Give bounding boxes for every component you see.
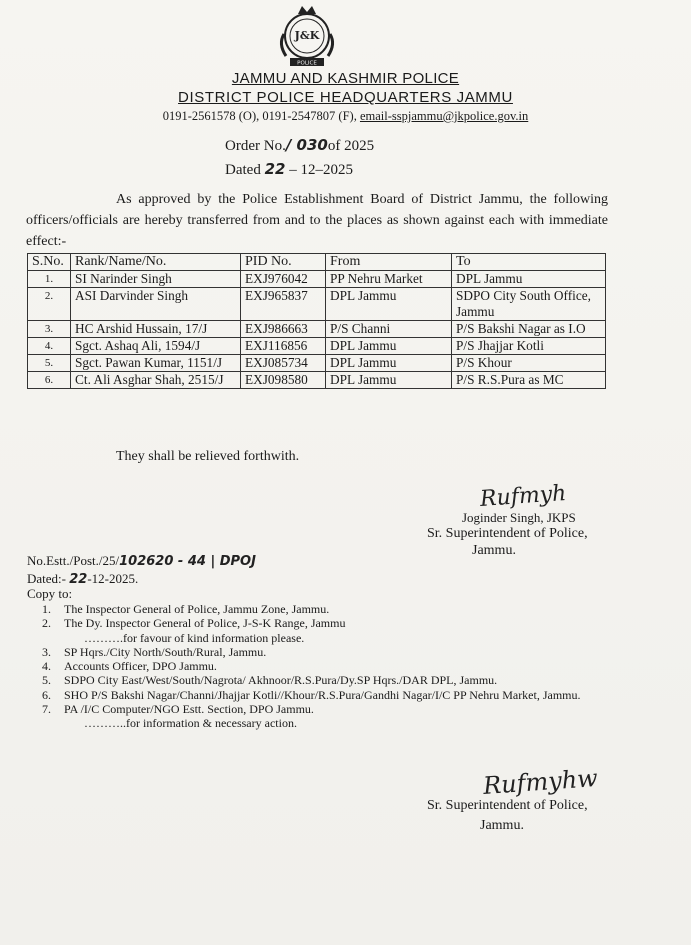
list-num: 3. [42, 644, 51, 659]
col-pid: PID No. [241, 254, 326, 271]
cell-to: P/S Khour [452, 355, 606, 372]
order-prefix: Order No. [225, 138, 286, 154]
cell-pid: EXJ986663 [241, 321, 326, 338]
phone-numbers: 0191-2561578 (O), 0191-2547807 (F), [162, 109, 357, 123]
cell-name: ASI Darvinder Singh [71, 288, 241, 321]
signatory-place: Jammu. [472, 543, 516, 558]
table-row [28, 372, 606, 389]
list-num: 7. [42, 702, 51, 717]
table-row [28, 271, 606, 288]
list-num: 6. [42, 687, 51, 702]
table-row [28, 338, 606, 355]
email-link[interactable]: email-sspjammu@jkpolice.gov.in [359, 109, 529, 123]
contact-line [0, 109, 691, 124]
emblem-motto: POLICE [297, 60, 317, 67]
cell-name: SI Narinder Singh [71, 271, 241, 288]
office-name: DISTRICT POLICE HEADQUARTERS JAMMU [178, 89, 513, 106]
cell-sno: 6. [28, 372, 71, 389]
cell-to: P/S Jhajjar Kotli [452, 338, 606, 355]
cell-to: SDPO City South Office, Jammu [452, 288, 606, 321]
list-text: Accounts Officer, DPO Jammu. [64, 659, 217, 674]
reference-prefix: No.Estt./Post./25/ [27, 553, 120, 568]
order-number-handwritten: / 030 [285, 136, 328, 154]
list-text: PA /I/C Computer/NGO Estt. Section, DPO Jammu. [64, 702, 314, 717]
col-name: Rank/Name/No. [71, 254, 241, 271]
cell-sno: 5. [28, 355, 71, 372]
cell-pid: EXJ116856 [241, 338, 326, 355]
list-num: 5. [42, 673, 51, 688]
cell-pid: EXJ098580 [241, 372, 326, 389]
cell-sno: 4. [28, 338, 71, 355]
transfer-table [27, 253, 606, 389]
dated-day-handwritten: 22 [264, 160, 286, 178]
col-to: To [452, 254, 606, 271]
table-row [28, 321, 606, 338]
org-name: JAMMU AND KASHMIR POLICE [231, 70, 460, 87]
table-row [28, 355, 606, 372]
signatory-name: Joginder Singh, JKPS [462, 510, 576, 525]
list-item [34, 645, 614, 659]
list-item [34, 716, 614, 730]
reference-number [27, 553, 256, 569]
list-item [34, 688, 614, 702]
cell-to: P/S R.S.Pura as MC [452, 372, 606, 389]
list-text: SHO P/S Bakshi Nagar/Channi/Jhajjar Kotli//Khour/R.S.Pura/Gandhi Nagar/I/C PP Nehru Market, Jammu. [64, 687, 581, 702]
cell-pid: EXJ965837 [241, 288, 326, 321]
table-header-row [28, 254, 606, 271]
list-text: SP Hqrs./City North/South/Rural, Jammu. [64, 644, 267, 659]
signatory-title-2: Sr. Superintendent of Police, [427, 798, 588, 813]
list-item [34, 631, 614, 645]
cell-from: DPL Jammu [326, 288, 452, 321]
cell-to: P/S Bakshi Nagar as I.O [452, 321, 606, 338]
body-paragraph [26, 189, 608, 252]
order-suffix: of 2025 [327, 138, 375, 154]
cell-from: DPL Jammu [326, 355, 452, 372]
list-item [34, 673, 614, 687]
signature-scrawl-2: Rufmyhw [482, 764, 599, 800]
signatory-title: Sr. Superintendent of Police, [427, 526, 588, 541]
cell-name: Ct. Ali Asghar Shah, 2515/J [71, 372, 241, 389]
list-item [34, 659, 614, 673]
list-num: 2. [42, 616, 51, 631]
cell-sno: 1. [28, 271, 71, 288]
jk-police-emblem-icon [272, 4, 342, 70]
cell-from: PP Nehru Market [326, 271, 452, 288]
copy-to-label: Copy to: [27, 586, 73, 601]
dated-rest: – 12–2025 [289, 162, 353, 178]
reference-handwritten: 102620 - 44 | DPOJ [119, 554, 256, 569]
signature-scrawl: Rufmyh [479, 481, 568, 512]
cell-to: DPL Jammu [452, 271, 606, 288]
cell-sno: 3. [28, 321, 71, 338]
relieved-note: They shall be relieved forthwith. [116, 449, 300, 464]
order-number [225, 136, 374, 155]
cell-pid: EXJ976042 [241, 271, 326, 288]
col-from: From [326, 254, 452, 271]
list-text: The Inspector General of Police, Jammu Zone, Jammu. [64, 602, 330, 616]
list-num: 4. [42, 659, 51, 674]
signatory-place-2: Jammu. [480, 818, 524, 833]
body-text: As approved by the Police Establishment Board of District Jammu, the following officers/officials are hereby transferred from and to the places as shown against each with immediate effect:- [26, 192, 608, 249]
reference-dated-label: Dated:- [27, 571, 66, 586]
cell-name: Sgct. Ashaq Ali, 1594/J [71, 338, 241, 355]
reference-dated-rest: -12-2025. [87, 571, 139, 586]
list-item [34, 616, 614, 630]
reference-date [27, 571, 138, 587]
cell-sno: 2. [28, 288, 71, 321]
list-text: ……….for favour of kind information please. [84, 630, 305, 645]
cell-from: P/S Channi [326, 321, 452, 338]
emblem-text: J&K [294, 29, 320, 42]
list-item [34, 702, 614, 716]
cell-pid: EXJ085734 [241, 355, 326, 372]
table-row [28, 288, 606, 321]
cell-from: DPL Jammu [326, 372, 452, 389]
col-sno: S.No. [28, 254, 71, 271]
order-date [225, 160, 353, 179]
cell-from: DPL Jammu [326, 338, 452, 355]
dated-label: Dated [225, 162, 261, 178]
list-text: SDPO City East/West/South/Nagrota/ Akhnoor/R.S.Pura/Dy.SP Hqrs./DAR DPL, Jammu. [64, 673, 498, 688]
cell-name: Sgct. Pawan Kumar, 1151/J [71, 355, 241, 372]
cell-name: HC Arshid Hussain, 17/J [71, 321, 241, 338]
list-text: ………..for information & necessary action. [84, 716, 297, 731]
copy-list [34, 602, 614, 731]
list-num: 1. [42, 602, 51, 616]
list-item [34, 602, 614, 616]
list-text: The Dy. Inspector General of Police, J-S-K Range, Jammu [64, 616, 346, 631]
reference-dated-handwritten: 22 [69, 572, 88, 587]
